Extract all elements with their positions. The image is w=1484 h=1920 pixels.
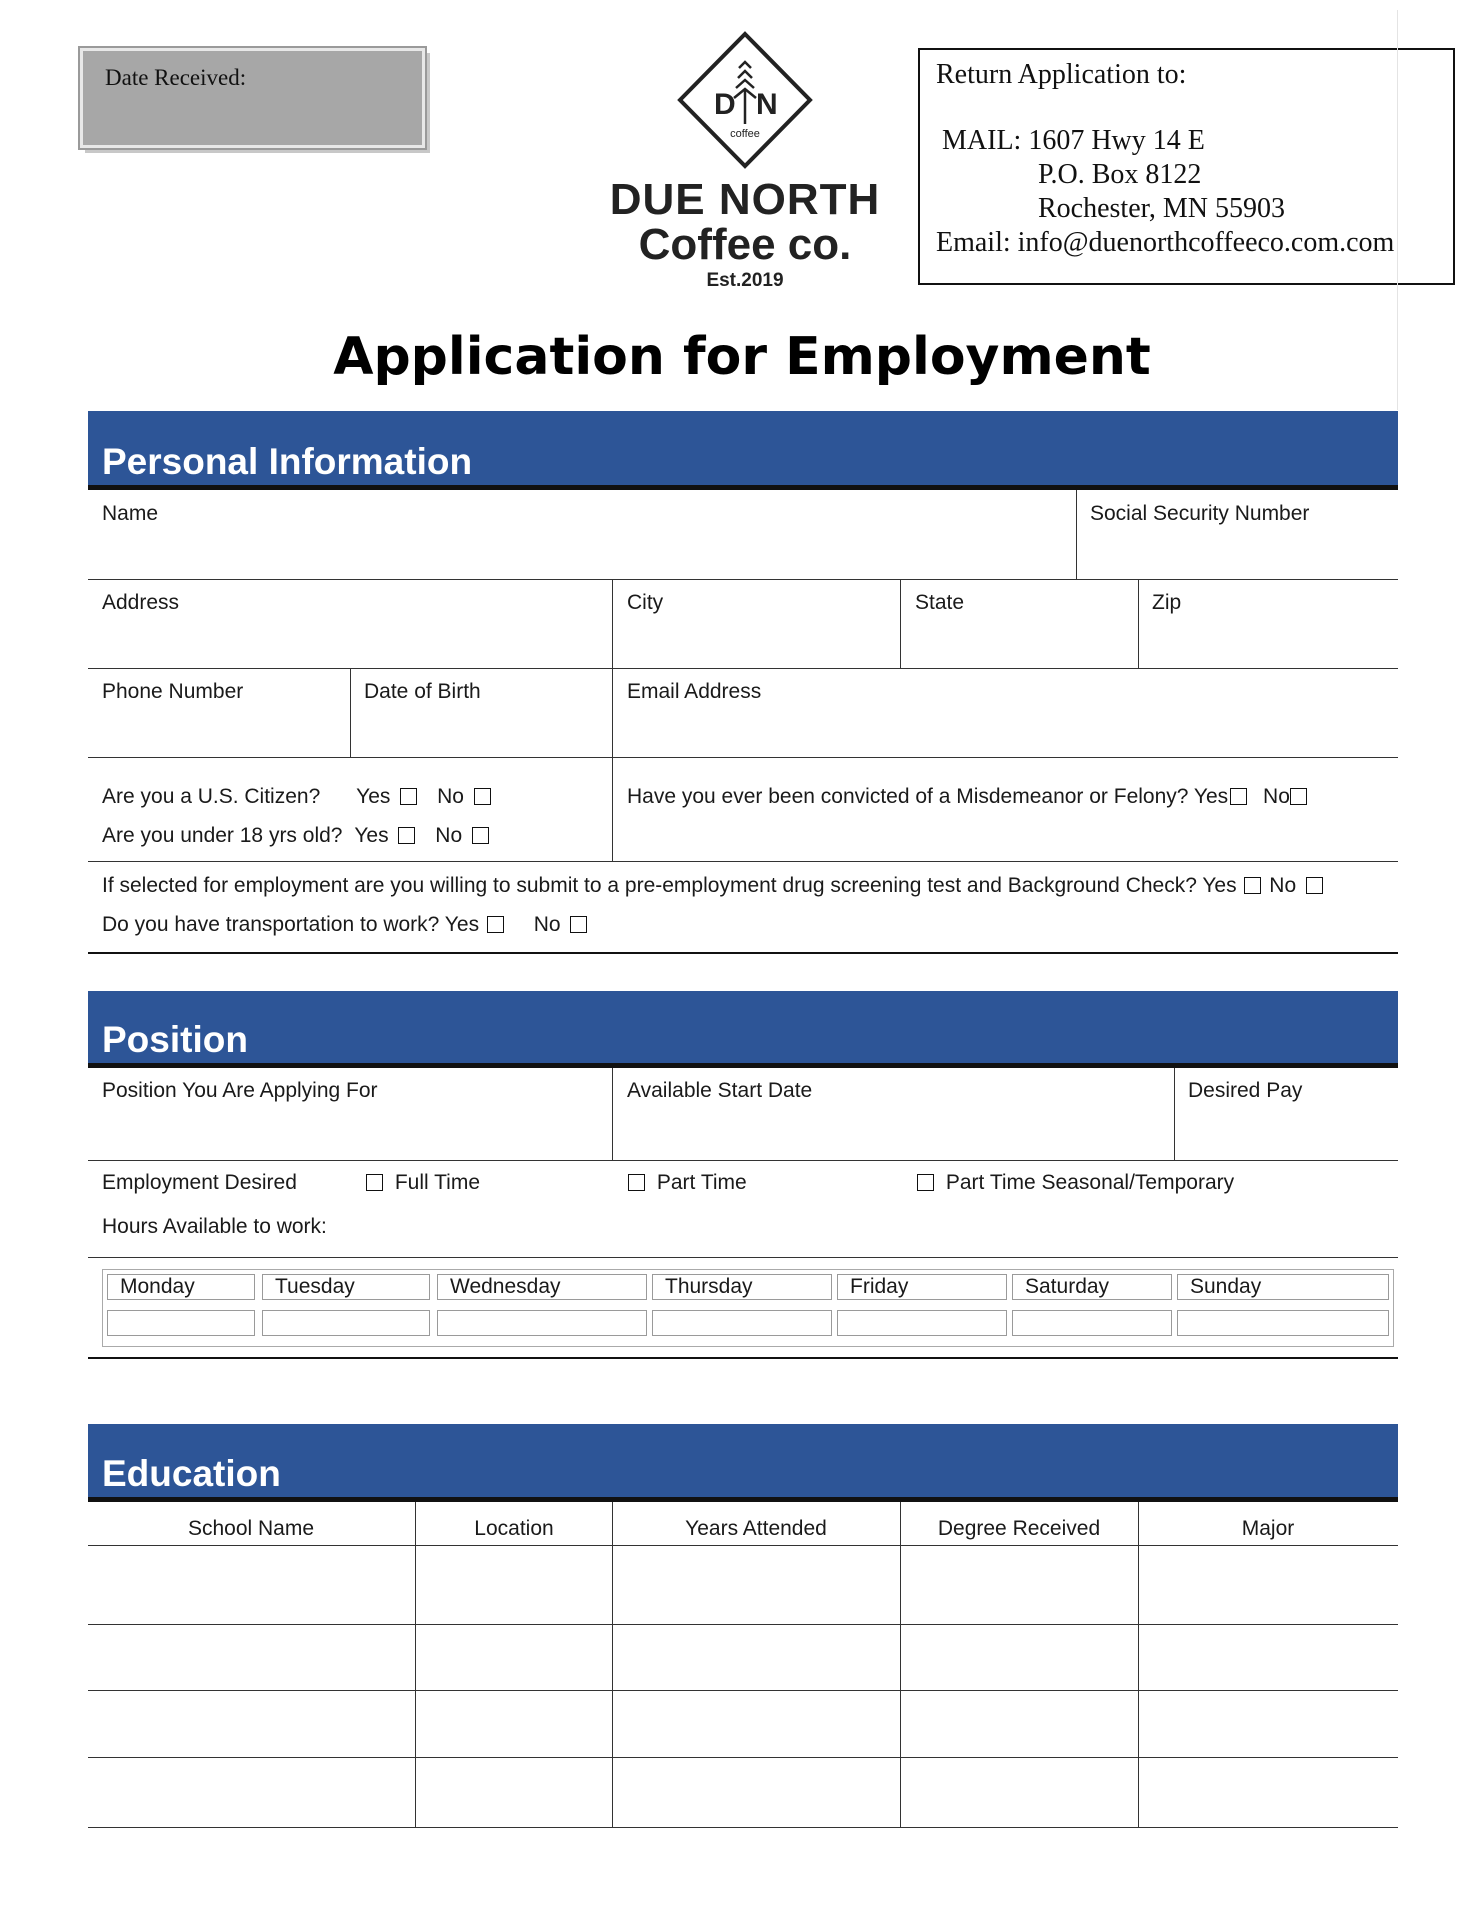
day-header-thursday: Thursday <box>652 1274 832 1300</box>
monogram-d: D <box>714 88 736 121</box>
seasonal-label: Part Time Seasonal/Temporary <box>945 1171 1235 1194</box>
under18-no-label: No <box>435 824 463 847</box>
logo-est: Est.2019 <box>706 270 784 291</box>
row-divider <box>88 668 1398 669</box>
convicted-question <box>627 785 1307 809</box>
day-hours-input-tuesday[interactable] <box>262 1310 430 1336</box>
under18-yes-checkbox[interactable] <box>398 827 415 844</box>
convicted-label: Have you ever been convicted of a Misdemeanor or Felony? Yes <box>627 785 1229 808</box>
drug-test-no-label: No <box>1269 874 1297 897</box>
return-heading: Return Application to: <box>936 59 1187 90</box>
start-date-field[interactable] <box>614 1070 1172 1158</box>
return-email: Email: info@duenorthcoffeeco.com.com <box>936 227 1395 258</box>
personal-info-band <box>88 411 1398 490</box>
section-end-line <box>88 1357 1398 1359</box>
divider <box>612 579 613 668</box>
citizen-label: Are you a U.S. Citizen? <box>102 785 321 808</box>
citizen-yes-label: Yes <box>356 785 391 808</box>
full-time-label: Full Time <box>394 1171 481 1194</box>
row-divider <box>88 579 1398 580</box>
return-address-box <box>918 48 1455 285</box>
under18-question <box>102 824 489 848</box>
transport-yes-checkbox[interactable] <box>487 916 504 933</box>
page-title: Application for Employment <box>333 327 1151 387</box>
position-heading: Position <box>102 1019 248 1060</box>
citizen-no-checkbox[interactable] <box>474 788 491 805</box>
transport-label: Do you have transportation to work? Yes <box>102 913 480 936</box>
date-received-box <box>80 48 425 148</box>
state-field[interactable] <box>902 581 1136 667</box>
under18-label: Are you under 18 yrs old? <box>102 824 343 847</box>
divider <box>1138 579 1139 668</box>
full-time-checkbox[interactable] <box>366 1174 383 1191</box>
edu-col-degree: Degree Received <box>937 1517 1101 1540</box>
personal-info-heading: Personal Information <box>102 441 473 482</box>
state-label: State <box>915 591 965 614</box>
day-hours-input-saturday[interactable] <box>1012 1310 1172 1336</box>
desired-pay-label: Desired Pay <box>1188 1079 1303 1102</box>
ssn-label: Social Security Number <box>1090 502 1310 525</box>
divider <box>900 579 901 668</box>
phone-label: Phone Number <box>102 680 244 703</box>
return-city: Rochester, MN 55903 <box>1038 193 1285 224</box>
return-mail-line: MAIL: 1607 Hwy 14 E <box>942 125 1205 156</box>
row-divider <box>88 757 1398 758</box>
education-band <box>88 1424 1398 1502</box>
phone-field[interactable] <box>88 670 348 756</box>
address-label: Address <box>102 591 180 614</box>
under18-no-checkbox[interactable] <box>472 827 489 844</box>
day-header-wednesday: Wednesday <box>437 1274 647 1300</box>
return-po-box: P.O. Box 8122 <box>1038 159 1202 190</box>
transport-question <box>102 913 587 937</box>
education-table-body[interactable] <box>88 1546 1398 1826</box>
row-divider <box>88 1160 1398 1161</box>
seasonal-checkbox[interactable] <box>917 1174 934 1191</box>
citizen-question <box>102 785 491 809</box>
part-time-option[interactable] <box>628 1171 747 1195</box>
dob-label: Date of Birth <box>364 680 481 703</box>
employment-desired-label: Employment Desired <box>102 1171 297 1194</box>
page-edge-line <box>1397 10 1398 410</box>
convicted-yes-checkbox[interactable] <box>1230 788 1247 805</box>
seasonal-option[interactable] <box>917 1171 1234 1195</box>
ssn-field[interactable] <box>1078 492 1398 578</box>
address-field[interactable] <box>88 581 610 667</box>
day-header-sunday: Sunday <box>1177 1274 1389 1300</box>
divider <box>1174 1068 1175 1160</box>
zip-field[interactable] <box>1140 581 1398 667</box>
dob-field[interactable] <box>352 670 610 756</box>
day-header-monday: Monday <box>107 1274 255 1300</box>
under18-yes-label: Yes <box>354 824 389 847</box>
edu-row-line <box>88 1827 1398 1828</box>
divider <box>350 668 351 757</box>
date-received-label: Date Received: <box>105 65 247 90</box>
name-field[interactable] <box>88 492 1074 578</box>
transport-no-label: No <box>533 913 561 936</box>
hours-available-label: Hours Available to work: <box>102 1215 327 1238</box>
email-field[interactable] <box>614 670 1398 756</box>
part-time-checkbox[interactable] <box>628 1174 645 1191</box>
section-end-line <box>88 952 1398 954</box>
convicted-no-label: No <box>1263 785 1290 808</box>
transport-no-checkbox[interactable] <box>570 916 587 933</box>
row-divider <box>88 1257 1398 1258</box>
divider <box>612 1068 613 1160</box>
divider <box>612 668 613 861</box>
edu-col-major: Major <box>1241 1517 1295 1540</box>
day-hours-input-wednesday[interactable] <box>437 1310 647 1336</box>
zip-label: Zip <box>1152 591 1182 614</box>
drug-test-no-checkbox[interactable] <box>1306 877 1323 894</box>
desired-pay-field[interactable] <box>1176 1070 1398 1158</box>
convicted-no-checkbox[interactable] <box>1290 788 1307 805</box>
part-time-label: Part Time <box>656 1171 747 1194</box>
logo-line1: DUE NORTH <box>609 175 881 224</box>
day-hours-input-sunday[interactable] <box>1177 1310 1389 1336</box>
start-date-label: Available Start Date <box>627 1079 813 1102</box>
citizen-no-label: No <box>437 785 464 808</box>
drug-test-label: If selected for employment are you willing to submit to a pre-employment drug screening test and Background Check? Yes <box>102 874 1237 897</box>
edu-col-location: Location <box>474 1517 554 1540</box>
position-band <box>88 991 1398 1068</box>
city-label: City <box>627 591 664 614</box>
monogram-n: N <box>756 88 778 121</box>
city-field[interactable] <box>614 581 898 667</box>
divider <box>1076 490 1077 579</box>
day-hours-input-thursday[interactable] <box>652 1310 832 1336</box>
name-label: Name <box>102 502 159 525</box>
day-header-friday: Friday <box>837 1274 1007 1300</box>
position-field[interactable] <box>88 1070 610 1158</box>
day-hours-input-friday[interactable] <box>837 1310 1007 1336</box>
edu-col-years: Years Attended <box>685 1517 827 1540</box>
citizen-yes-checkbox[interactable] <box>400 788 417 805</box>
applying-for-label: Position You Are Applying For <box>102 1079 378 1102</box>
drug-test-yes-checkbox[interactable] <box>1244 877 1261 894</box>
full-time-option[interactable] <box>366 1171 480 1195</box>
monogram-sub: coffee <box>730 128 760 140</box>
day-header-tuesday: Tuesday <box>262 1274 430 1300</box>
education-heading: Education <box>102 1453 281 1494</box>
row-divider <box>88 861 1398 862</box>
day-hours-input-monday[interactable] <box>107 1310 255 1336</box>
drug-test-question <box>102 874 1323 898</box>
edu-col-school: School Name <box>187 1517 315 1540</box>
email-label: Email Address <box>627 680 762 703</box>
logo-line2: Coffee co. <box>638 220 852 269</box>
day-header-saturday: Saturday <box>1012 1274 1172 1300</box>
